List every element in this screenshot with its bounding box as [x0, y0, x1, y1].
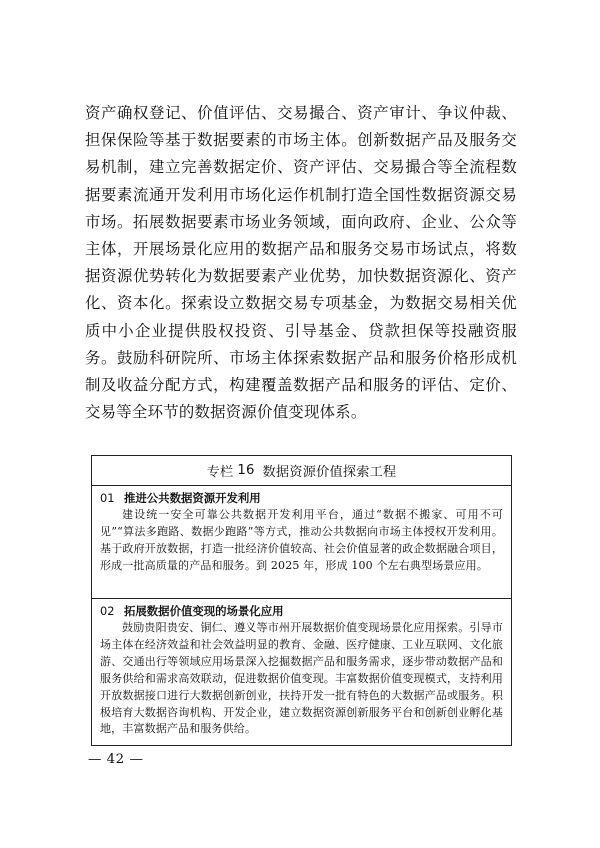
feature-item-title: 拓展数据价值变现的场景化应用 — [124, 604, 284, 618]
feature-item-title: 推进公共数据资源开发利用 — [124, 491, 261, 505]
body-paragraph: 资产确权登记、价值评估、交易撮合、资产审计、争议仲裁、担保保险等基于数据要素的市场主体。创新数据产品及服务交易机制，建立完善数据定价、资产评估、交易撮合等全流程数据要素流通开发利用市场化运作机制打造全国性数据资源交易市场。拓展数据要素市场业务领域，面向政府、企业、公众等主体，开展场景化应用的数据产品和服务交易市场试点，将数据资源优势转化为数据要素产业优势，加快数据资源化、资产化、资本化。探索设立数据交易专项基金，为数据交易相关优质中小企业提供股权投资、引导基金、贷款担保等投融资服务。鼓励科研院所、市场主体探索数据产品和服务价格形成机制及收益分配方式，构建覆盖数据产品和服务的评估、定价、交易等全环节的数据资源价值变现体系。 — [85, 104, 517, 422]
page-number: — 42 — — [88, 752, 144, 767]
feature-box-number: 16 — [237, 463, 255, 478]
feature-box-header — [92, 456, 511, 486]
feature-item-heading — [100, 490, 503, 507]
feature-box — [91, 455, 512, 746]
feature-item-number: 01 — [100, 491, 115, 505]
feature-item-description: 建设统一安全可靠公共数据开发利用平台，通过“数据不搬家、可用不可见”“算法多跑路、数据少跑路”等方式，推动公共数据向市场主体授权开发利用。基于政府开放数据，打造一批经济价值较高、社会价值显著的政企数据融合项目，形成一批高质量的产品和服务。到 2025 年，形成 100 个左右典型场景应用。 — [100, 508, 503, 572]
feature-item-description: 鼓励贵阳贵安、铜仁、遵义等市州开展数据价值变现场景化应用探索。引导市场主体在经济效益和社会效益明显的教育、金融、医疗健康、工业互联网、文化旅游、交通出行等领域应用场景深入挖掘数据产品和服务需求，逐步带动数据产品和服务供给和需求高效联动，促进数据价值变现。丰富数据价值变现模式，支持利用开放数据接口进行大数据创新创业，扶持开发一批有特色的大数据产品或服务。积极培育大数据咨询机构、开发企业，建立数据资源创新服务平台和创新创业孵化基地，丰富数据产品和服务供给。 — [100, 621, 503, 736]
feature-item-heading — [100, 603, 503, 620]
feature-box-title: 数据资源价值探索工程 — [262, 465, 397, 480]
feature-box-prefix: 专栏 — [206, 465, 234, 480]
feature-item — [92, 486, 511, 599]
feature-item — [92, 599, 511, 744]
feature-item-number: 02 — [100, 604, 115, 618]
